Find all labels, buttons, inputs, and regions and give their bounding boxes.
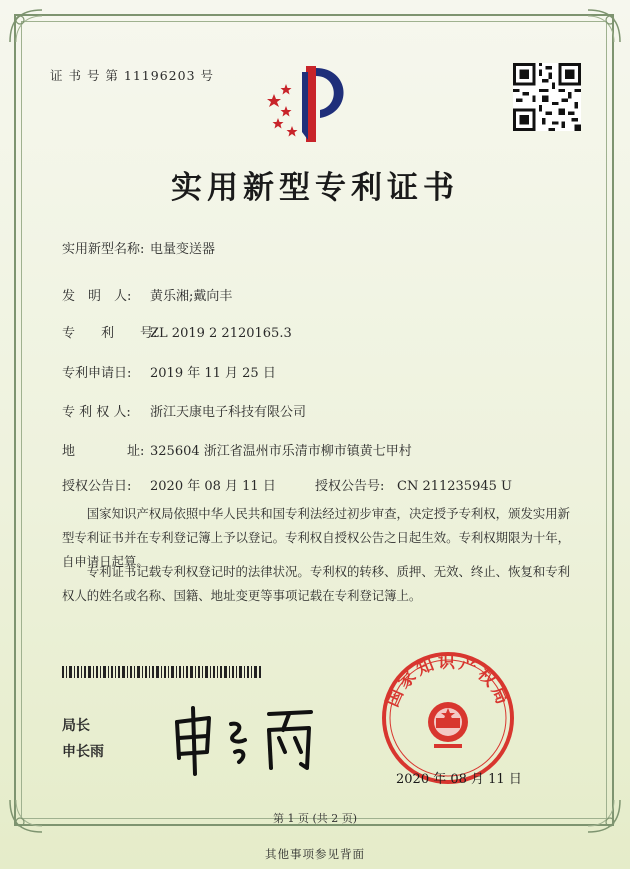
corner-ornament-icon	[584, 6, 624, 46]
field-value: 浙江天康电子科技有限公司	[150, 405, 307, 420]
qr-code-icon[interactable]	[513, 63, 581, 131]
field-value: 2019 年 11 月 25 日	[150, 366, 276, 381]
field-address	[62, 440, 412, 459]
signatory-name: 申长雨	[62, 744, 104, 760]
certificate-title: 实用新型专利证书	[171, 170, 459, 206]
field-value: 电量变送器	[150, 242, 216, 257]
field-value: CN 211235945 U	[397, 479, 512, 494]
certificate-number: 证 书 号 第 11196203 号	[50, 68, 214, 83]
field-utility-model-name	[62, 238, 215, 257]
corner-ornament-icon	[6, 6, 46, 46]
field-label: 发 明 人:	[62, 289, 132, 304]
field-value: ZL 2019 2 2120165.3	[150, 326, 292, 341]
field-label: 专利申请日:	[62, 366, 132, 381]
field-label: 专 利 权 人:	[62, 405, 131, 420]
field-label: 专 利 号:	[62, 326, 158, 341]
field-label: 实用新型名称:	[62, 242, 145, 257]
field-value: 2020 年 08 月 11 日	[150, 479, 276, 494]
seal-text: 国家知识产权局	[382, 652, 514, 710]
field-grant-number	[315, 475, 512, 494]
body-paragraph: 专利证书记载专利权登记时的法律状况。专利权的转移、质押、无效、终止、恢复和专利权人的姓名或名称、国籍、地址变更等事项记载在专利登记簿上。	[62, 564, 571, 603]
field-label: 授权公告号:	[315, 479, 385, 494]
field-value: 325604 浙江省温州市乐清市柳市镇黄七甲村	[150, 444, 412, 459]
field-grant-date	[62, 475, 276, 494]
page-number: 第 1 页 (共 2 页)	[272, 812, 358, 825]
field-patent-number	[62, 322, 292, 341]
field-filing-date	[62, 362, 276, 381]
footer-note: 其他事项参见背面	[265, 847, 365, 861]
official-seal-icon	[378, 648, 518, 788]
field-label: 授权公告日:	[62, 479, 132, 494]
field-inventor	[62, 285, 232, 304]
handwritten-signature-icon	[165, 700, 325, 780]
seal-date: 2020 年 08 月 11 日	[396, 772, 522, 787]
barcode-icon	[62, 666, 262, 678]
svg-text:国家知识产权局	[383, 653, 514, 710]
field-patentee	[62, 401, 306, 420]
cnipa-logo-icon	[262, 62, 362, 146]
field-label: 地 址:	[62, 444, 145, 459]
body-paragraph: 国家知识产权局依照中华人民共和国专利法经过初步审查，决定授予专利权，颁发实用新型专利证书并在专利登记簿上予以登记。专利权自授权公告之日起生效。专利权期限为十年，自申请日起算。	[62, 506, 571, 569]
signatory-title: 局长	[62, 718, 90, 734]
field-value: 黄乐湘;戴向丰	[150, 289, 233, 304]
